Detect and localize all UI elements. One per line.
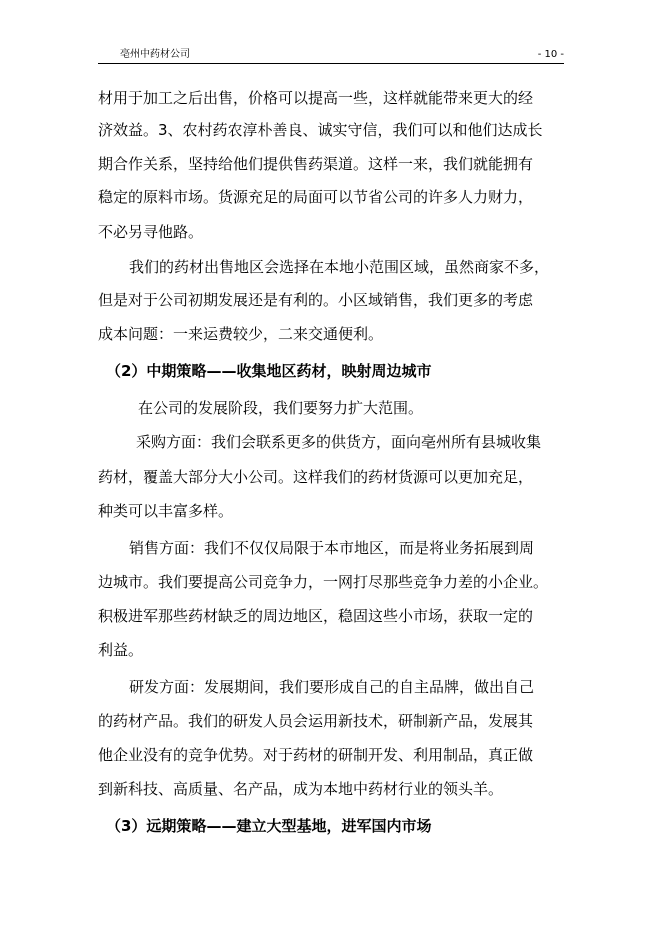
paragraph-line: 边城市。我们要提高公司竞争力，一网打尽那些竞争力差的小企业。	[98, 573, 549, 591]
page-number: - 10 -	[537, 49, 564, 60]
paragraph-line: 材用于加工之后出售，价格可以提高一些，这样就能带来更大的经	[98, 89, 534, 107]
paragraph-line: 但是对于公司初期发展还是有利的。小区域销售，我们更多的考虑	[98, 291, 534, 309]
paragraph-line: 研发方面：发展期间，我们要形成自己的自主品牌，做出自己	[129, 678, 535, 696]
paragraph-line: 种类可以丰富多样。	[98, 502, 234, 520]
paragraph-line: 在公司的发展阶段，我们要努力扩大范围。	[138, 399, 424, 417]
paragraph-line: 不必另寻他路。	[98, 223, 204, 241]
paragraph-line: 药材，覆盖大部分大小公司。这样我们的药材货源可以更加充足，	[98, 468, 534, 486]
paragraph-line: 销售方面：我们不仅仅局限于本市地区，而是将业务拓展到周	[129, 539, 535, 557]
header-divider	[98, 63, 564, 64]
paragraph-line: 成本问题：一来运费较少，二来交通便利。	[98, 325, 384, 343]
paragraph-line: 采购方面：我们会联系更多的供货方，面向亳州所有县城收集	[136, 433, 542, 451]
paragraph-line: 期合作关系，坚持给他们提供售药渠道。这样一来，我们就能拥有	[98, 155, 534, 173]
paragraph-line: 稳定的原料市场。货源充足的局面可以节省公司的许多人力财力，	[98, 188, 534, 206]
paragraph-line: 他企业没有的竞争优势。对于药材的研制开发、利用制品，真正做	[98, 746, 534, 764]
paragraph-line: 积极进军那些药材缺乏的周边地区，稳固这些小市场，获取一定的	[98, 607, 534, 625]
paragraph-line: 我们的药材出售地区会选择在本地小范围区域，虽然商家不多，	[129, 258, 550, 276]
paragraph-line: 济效益。3、农村药农淳朴善良、诚实守信，我们可以和他们达成长	[98, 121, 543, 139]
section-heading-mid-term: （2）中期策略——收集地区药材，映射周边城市	[106, 362, 432, 380]
section-heading-long-term: （3）远期策略——建立大型基地，进军国内市场	[106, 817, 432, 835]
paragraph-line: 利益。	[98, 641, 144, 659]
paragraph-line: 的药材产品。我们的研发人员会运用新技术，研制新产品，发展其	[98, 712, 534, 730]
header-title: 亳州中药材公司	[120, 49, 190, 60]
paragraph-line: 到新科技、高质量、名产品，成为本地中药材行业的领头羊。	[98, 780, 504, 798]
page-header	[98, 48, 564, 62]
